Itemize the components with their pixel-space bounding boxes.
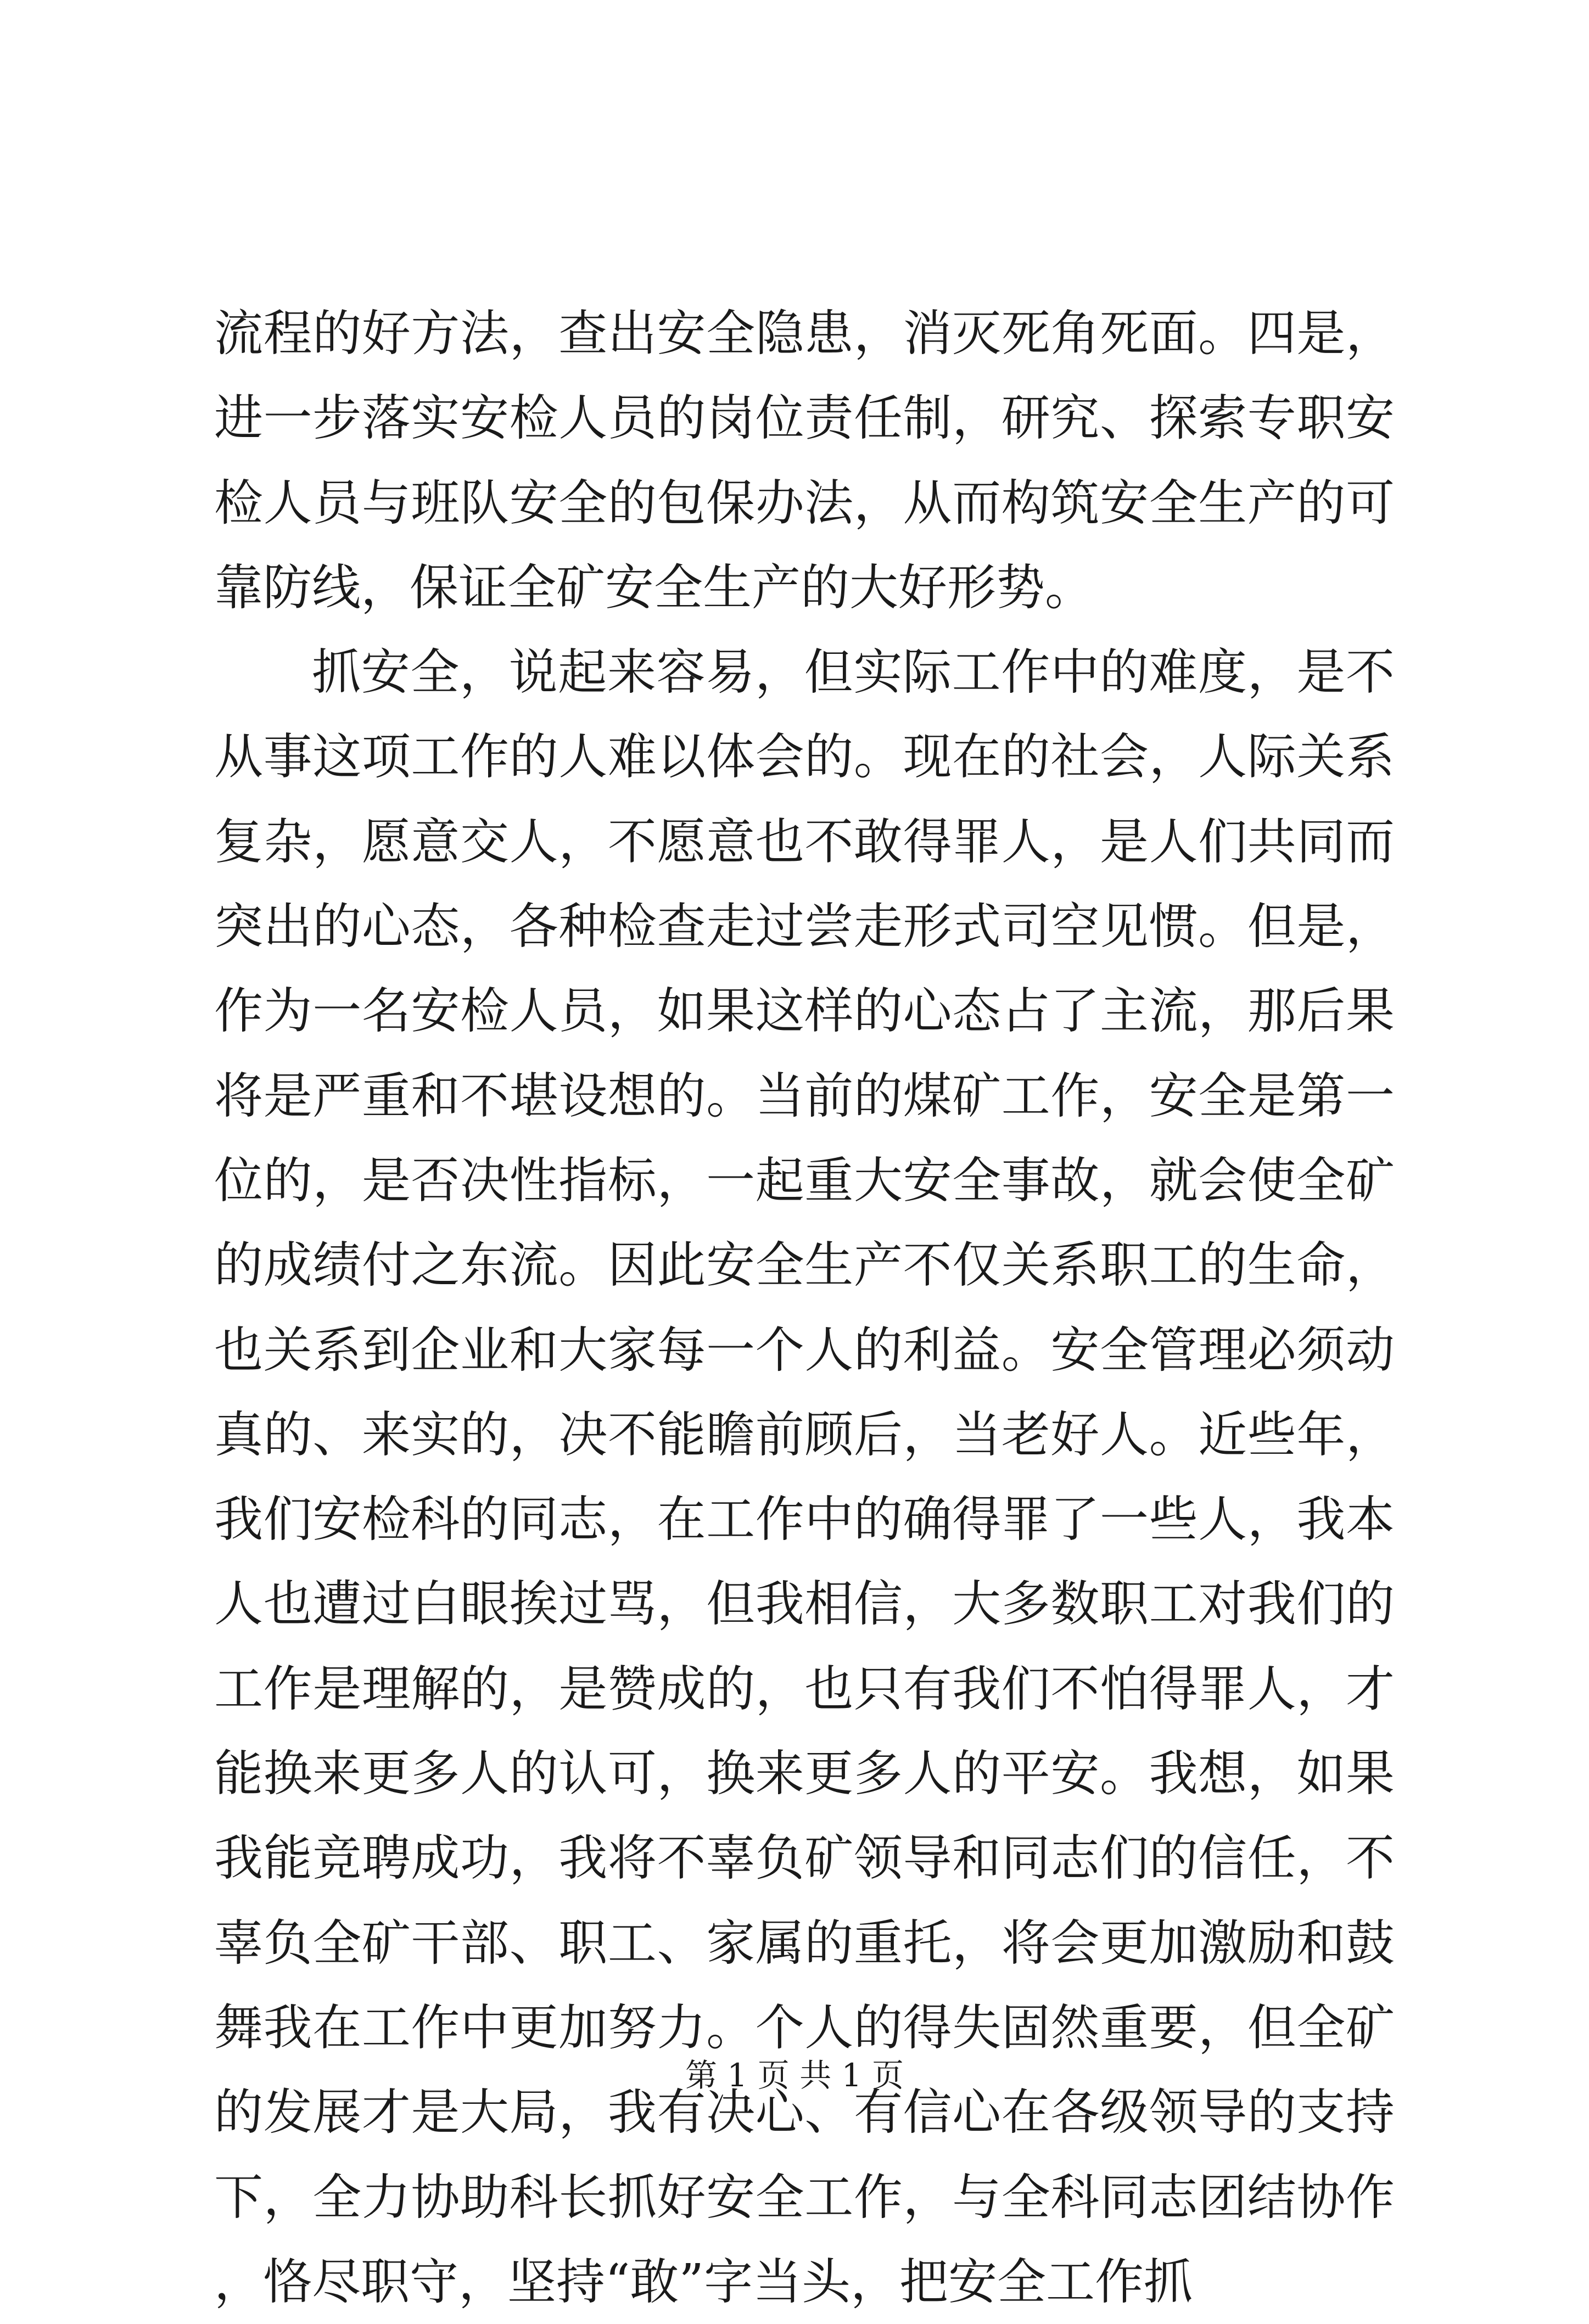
- paragraph: 抓安全，说起来容易，但实际工作中的难度，是不从事这项工作的人难以体会的。现在的社会，人际关系复杂，愿意交人，不愿意也不敢得罪人，是人们共同而突出的心态，各种检查走过尝走形式司空见惯。但是，作为一名安检人员，如果这样的心态占了主流，那后果将是严重和不堪设想的。当前的煤矿工作，安全是第一位的，是否决性指标，一起重大安全事故，就会使全矿的成绩付之东流。因此安全生产不仅关系职工的生命，也关系到企业和大家每一个人的利益。安全管理必须动真的、来实的，决不能瞻前顾后，当老好人。近些年，我们安检科的同志，在工作中的确得罪了一些人，我本人也遭过白眼挨过骂，但我相信，大多数职工对我们的工作是理解的，是赞成的，也只有我们不怕得罪人，才能换来更多人的认可，换来更多人的平安。我想，如果我能竞聘成功，我将不辜负矿领导和同志们的信任，不辜负全矿干部、职工、家属的重托，将会更加激励和鼓舞我在工作中更加努力。个人的得失固然重要，但全矿的发展才是大局，我有决心、有信心在各级领导的支持下，全力协助科长抓好安全工作，与全科同志团结协作，恪尽职守，坚持“敢”字当头，把安全工作抓: [214, 643, 1395, 2310]
- body-text: [214, 291, 1395, 2324]
- paragraph-continued: 流程的好方法，查出安全隐患，消灭死角死面。四是，进一步落实安检人员的岗位责任制，研究、探索专职安检人员与班队安全的包保办法，从而构筑安全生产的可靠防线，保证全矿安全生产的大好形势。: [214, 305, 1395, 616]
- page-footer: 第 1 页 共 1 页: [685, 2057, 904, 2094]
